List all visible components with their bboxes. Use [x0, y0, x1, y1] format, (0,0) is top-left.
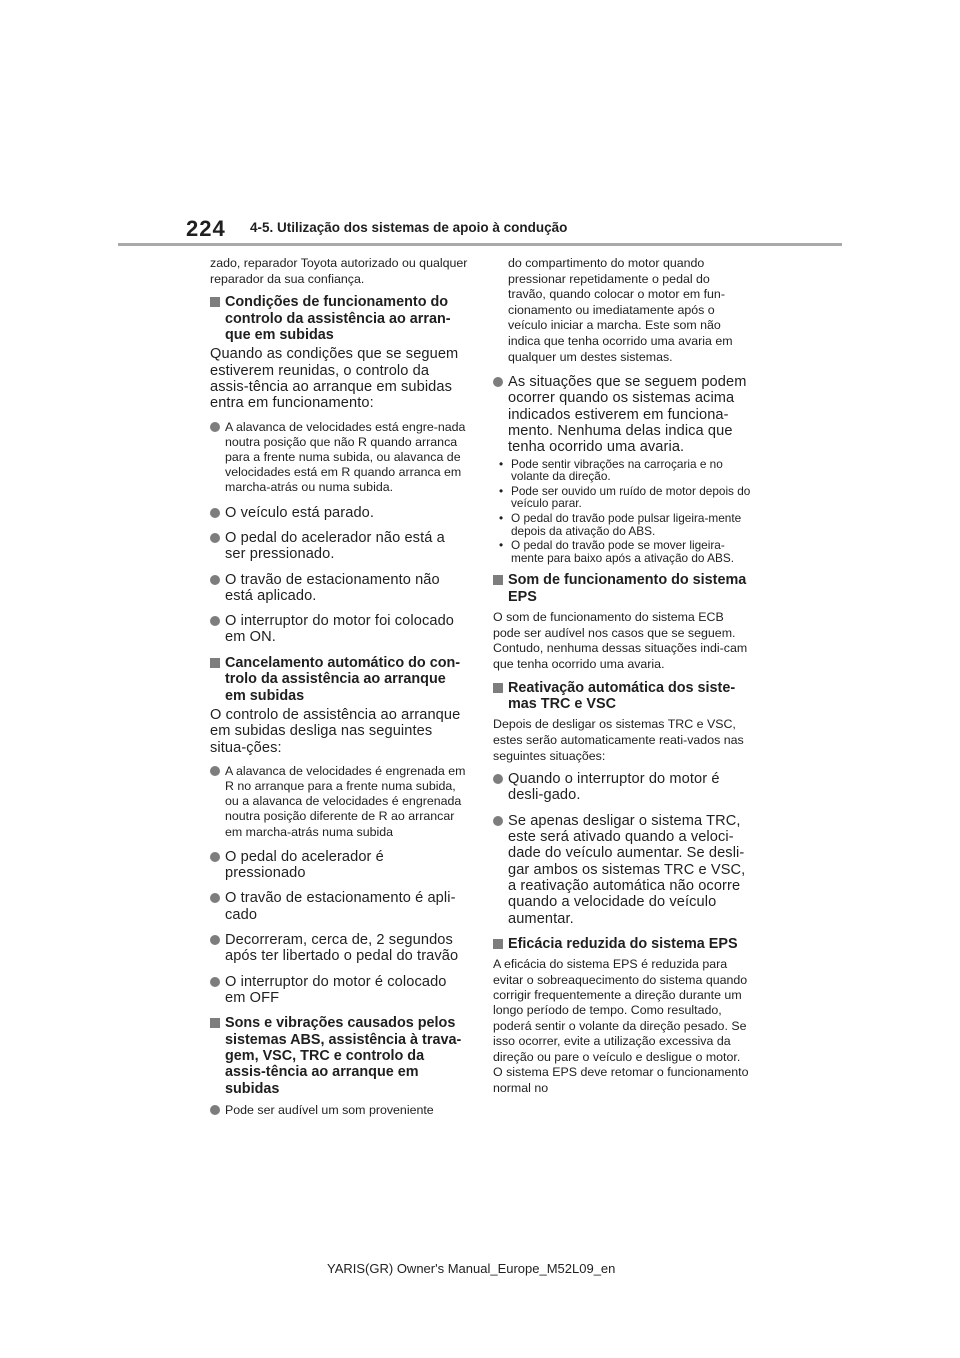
body-paragraph: O controlo de assistência ao arranque em subidas desliga nas seguintes situa-ções: — [210, 706, 461, 756]
footer-manual-id: YARIS(GR) Owner's Manual_Europe_M52L09_en — [327, 1261, 616, 1276]
heading-sounds-vibrations — [210, 1015, 468, 1097]
list-item — [210, 890, 468, 923]
heading-eps-reduced — [493, 936, 751, 952]
circle-bullet-icon — [210, 852, 220, 862]
square-bullet-icon — [210, 658, 220, 668]
square-bullet-icon — [210, 1018, 220, 1028]
list-item-text: Quando o interruptor do motor é desli-gado. — [508, 771, 720, 804]
sub-list-item — [499, 458, 751, 483]
sub-list-item-text: Pode ser ouvido um ruído de motor depois do veículo parar. — [511, 483, 751, 511]
list-item-text: A alavanca de velocidades está engre-nada noutra posição que não R quando arranca para a frente numa subida, ou alavanca de velocidades está em R quando arranca em marcha-atrás ou numa subida. — [225, 419, 466, 495]
section-title: 4-5. Utilização dos sistemas de apoio à condução — [250, 220, 568, 235]
heading-text: Condições de funcionamento do controlo da assistência ao arran-que em subidas — [225, 294, 451, 343]
circle-bullet-icon — [210, 1105, 220, 1115]
sub-list-item-text: Pode sentir vibrações na carroçaria e no volante da direção. — [511, 456, 723, 484]
left-column — [210, 256, 468, 1127]
list-item — [210, 613, 468, 646]
circle-bullet-icon — [210, 575, 220, 585]
list-item — [210, 764, 468, 840]
list-item-text: Decorreram, cerca de, 2 segundos após ter libertado o pedal do travão — [225, 932, 459, 965]
list-item-text: Se apenas desligar o sistema TRC, este será ativado quando a veloci-dade do veículo aumentar. Se desli-gar ambos os sistemas TRC e VSC, a reativação automática não ocorre quando a velocidade do veículo aumentar. — [508, 812, 746, 927]
list-item — [210, 932, 468, 965]
list-item — [210, 572, 468, 605]
heading-eps-sound — [493, 572, 751, 605]
circle-bullet-icon — [210, 422, 220, 432]
heading-text: Sons e vibrações causados pelos sistemas ABS, assistência à trava-gem, VSC, TRC e controlo da assis-tência ao arranque em subidas — [225, 1015, 462, 1097]
list-item-text: O pedal do acelerador não está a ser pressionado. — [225, 529, 445, 563]
list-item-text: Pode ser audível um som proveniente — [225, 1103, 434, 1118]
list-item — [210, 849, 468, 882]
small-bullet-icon: • — [499, 511, 504, 526]
heading-hill-start-conditions — [210, 294, 468, 343]
circle-bullet-icon — [493, 816, 503, 826]
list-item-text: O interruptor do motor foi colocado em ON. — [225, 613, 455, 646]
list-item-text: O travão de estacionamento não está aplicado. — [225, 571, 440, 604]
small-bullet-icon: • — [499, 483, 504, 498]
square-bullet-icon — [210, 297, 220, 307]
continued-paragraph: do compartimento do motor quando pressionar repetidamente o pedal do travão, quando colocar o motor em fun-cionamento ou imediatamente após o veículo iniciar a marcha. Este som não indica que tenha ocorrido uma avaria em qualquer um destes sistemas. — [508, 256, 733, 364]
square-bullet-icon — [493, 575, 503, 585]
list-item — [493, 771, 751, 804]
heading-text: Som de funcionamento do sistema EPS — [508, 572, 747, 605]
heading-trc-vsc-reactivation — [493, 680, 751, 713]
header-rule — [118, 243, 842, 246]
list-item-text: A alavanca de velocidades é engrenada em R no arranque para a frente numa subida, ou a alavanca de velocidades é engrenada noutra posição diferente de R ao arrancar em marcha-atrás numa subida — [225, 763, 466, 839]
page-number: 224 — [186, 216, 226, 241]
heading-auto-cancel — [210, 655, 468, 704]
body-paragraph: Quando as condições que se seguem estiverem reunidas, o controlo da assis-tência ao arranque em subidas entra em funcionamento: — [210, 346, 459, 412]
circle-bullet-icon — [210, 533, 220, 543]
small-bullet-icon: • — [499, 456, 504, 471]
body-paragraph: Depois de desligar os sistemas TRC e VSC, estes serão automaticamente reati-vados nas seguintes situações: — [493, 717, 744, 763]
sub-list-item — [499, 512, 751, 537]
sub-list-item — [499, 539, 751, 564]
heading-text: Reativação automática dos siste-mas TRC e VSC — [508, 679, 736, 712]
circle-bullet-icon — [210, 508, 220, 518]
list-item — [210, 505, 468, 521]
circle-bullet-icon — [210, 766, 220, 776]
list-item-text: O pedal do acelerador é pressionado — [225, 848, 384, 882]
list-item-text: O travão de estacionamento é apli-cado — [225, 890, 456, 923]
small-bullet-icon: • — [499, 538, 504, 553]
circle-bullet-icon — [210, 935, 220, 945]
circle-bullet-icon — [493, 377, 503, 387]
intro-paragraph: zado, reparador Toyota autorizado ou qualquer reparador da sua confiança. — [210, 256, 468, 286]
sub-list-item — [499, 485, 751, 510]
body-paragraph: A eficácia do sistema EPS é reduzida para evitar o sobreaquecimento do sistema quando corrigir frequentemente a direção durante um longo período de tempo. Como resultado, poderá sentir o volante da direção pesado. Se isso ocorrer, evite a utilização excessiva da direção ou pare o veículo e desligue o motor. O sistema EPS deve retomar o funcionamento normal no — [493, 957, 749, 1095]
right-column — [493, 256, 751, 1103]
circle-bullet-icon — [210, 977, 220, 987]
square-bullet-icon — [493, 683, 503, 693]
square-bullet-icon — [493, 939, 503, 949]
circle-bullet-icon — [493, 774, 503, 784]
list-item — [210, 974, 468, 1007]
list-item-text: As situações que se seguem podem ocorrer quando os sistemas acima indicados estiverem em funciona-mento. Nenhuma delas indica que tenha ocorrido uma avaria. — [508, 374, 747, 456]
heading-text: Eficácia reduzida do sistema EPS — [508, 935, 738, 952]
circle-bullet-icon — [210, 616, 220, 626]
list-item — [493, 813, 751, 927]
sub-list-item-text: O pedal do travão pode pulsar ligeira-mente depois da ativação do ABS. — [511, 511, 742, 538]
list-item — [493, 374, 751, 455]
list-item-text: O veículo está parado. — [225, 504, 375, 521]
heading-text: Cancelamento automático do con-trolo da assistência ao arranque em subidas — [225, 654, 461, 704]
sub-list-item-text: O pedal do travão pode se mover ligeira-mente para baixo após a ativação do ABS. — [511, 538, 734, 565]
circle-bullet-icon — [210, 893, 220, 903]
list-item — [210, 420, 468, 496]
list-item-text: O interruptor do motor é colocado em OFF — [225, 973, 447, 1006]
list-item — [210, 1103, 468, 1118]
body-paragraph: O som de funcionamento do sistema ECB pode ser audível nos casos que se seguem. Contudo, nenhuma dessas situações indi-cam que tenha ocorrido uma avaria. — [493, 610, 748, 671]
list-item — [210, 530, 468, 563]
